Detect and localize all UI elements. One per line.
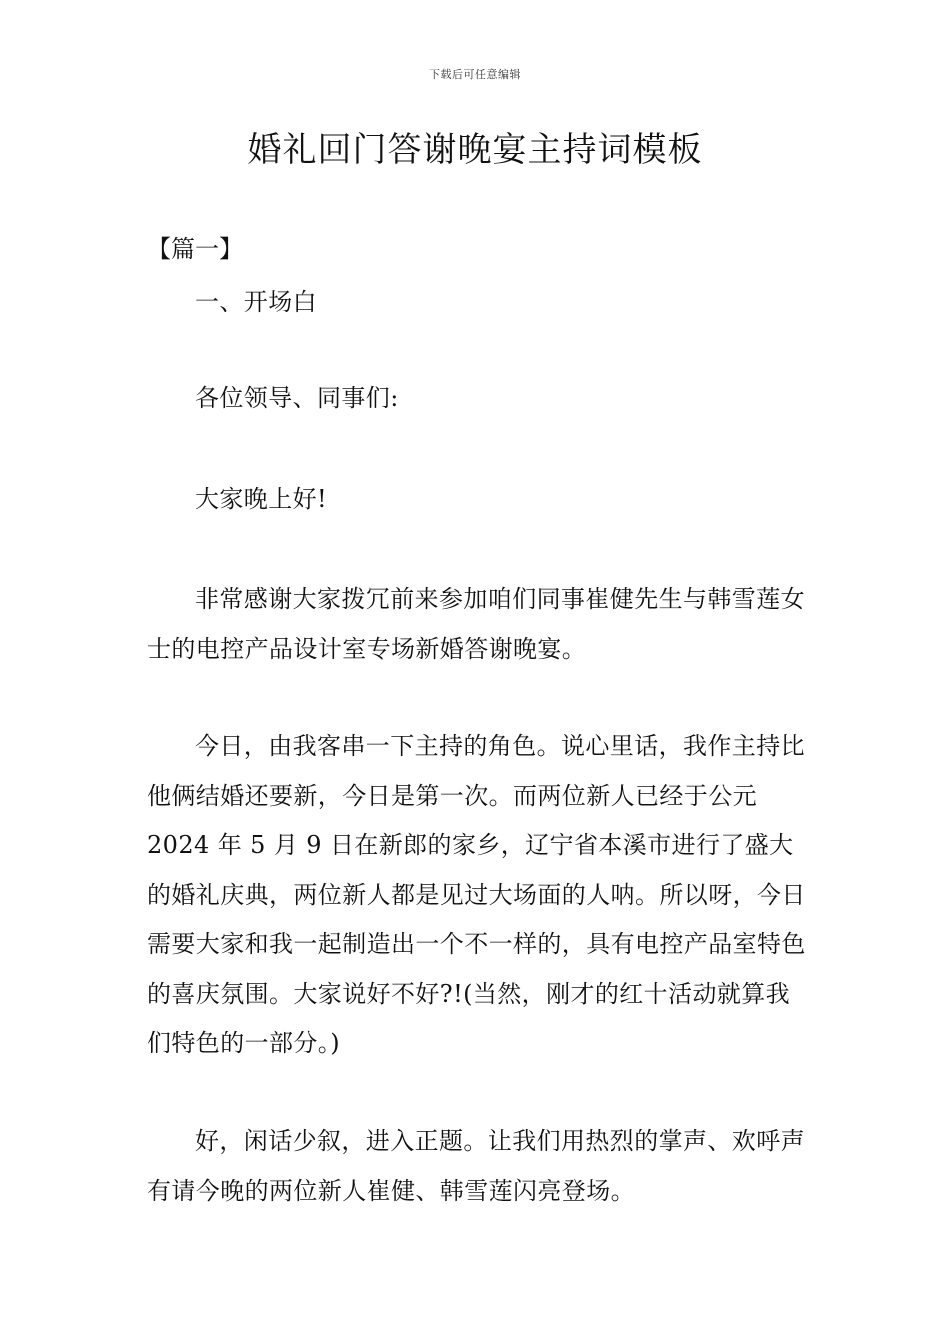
host-paragraph: 今日，由我客串一下主持的角色。说心里话，我作主持比他俩结婚还要新，今日是第一次。而两位新人已经于公元 2024 年 5 月 9 日在新郎的家乡，辽宁省本溪市进行了盛大的婚礼庆典，两位新人都是见过大场面的人呐。所以呀，今日需要大家和我一起制造出一个不一样的，具有电控产品室特色的喜庆氛围。大家说好不好?!(当然，刚才的红十活动就算我们特色的一部分。)	[147, 732, 806, 1057]
greeting-paragraph: 各位领导、同事们:	[195, 384, 399, 412]
header-note: 下载后可任意编辑	[429, 68, 521, 81]
thanks-paragraph: 非常感谢大家拨冗前来参加咱们同事崔健先生与韩雪莲女士的电控产品设计室专场新婚答谢晚宴。	[147, 585, 805, 663]
hello-paragraph: 大家晚上好!	[195, 485, 328, 513]
document-title: 婚礼回门答谢晚宴主持词模板	[247, 130, 703, 170]
section-label: 【篇一】	[147, 235, 243, 263]
section-heading: 一、开场白	[195, 288, 317, 316]
intro-paragraph: 好，闲话少叙，进入正题。让我们用热烈的掌声、欢呼声有请今晚的两位新人崔健、韩雪莲闪亮登场。	[147, 1127, 805, 1205]
